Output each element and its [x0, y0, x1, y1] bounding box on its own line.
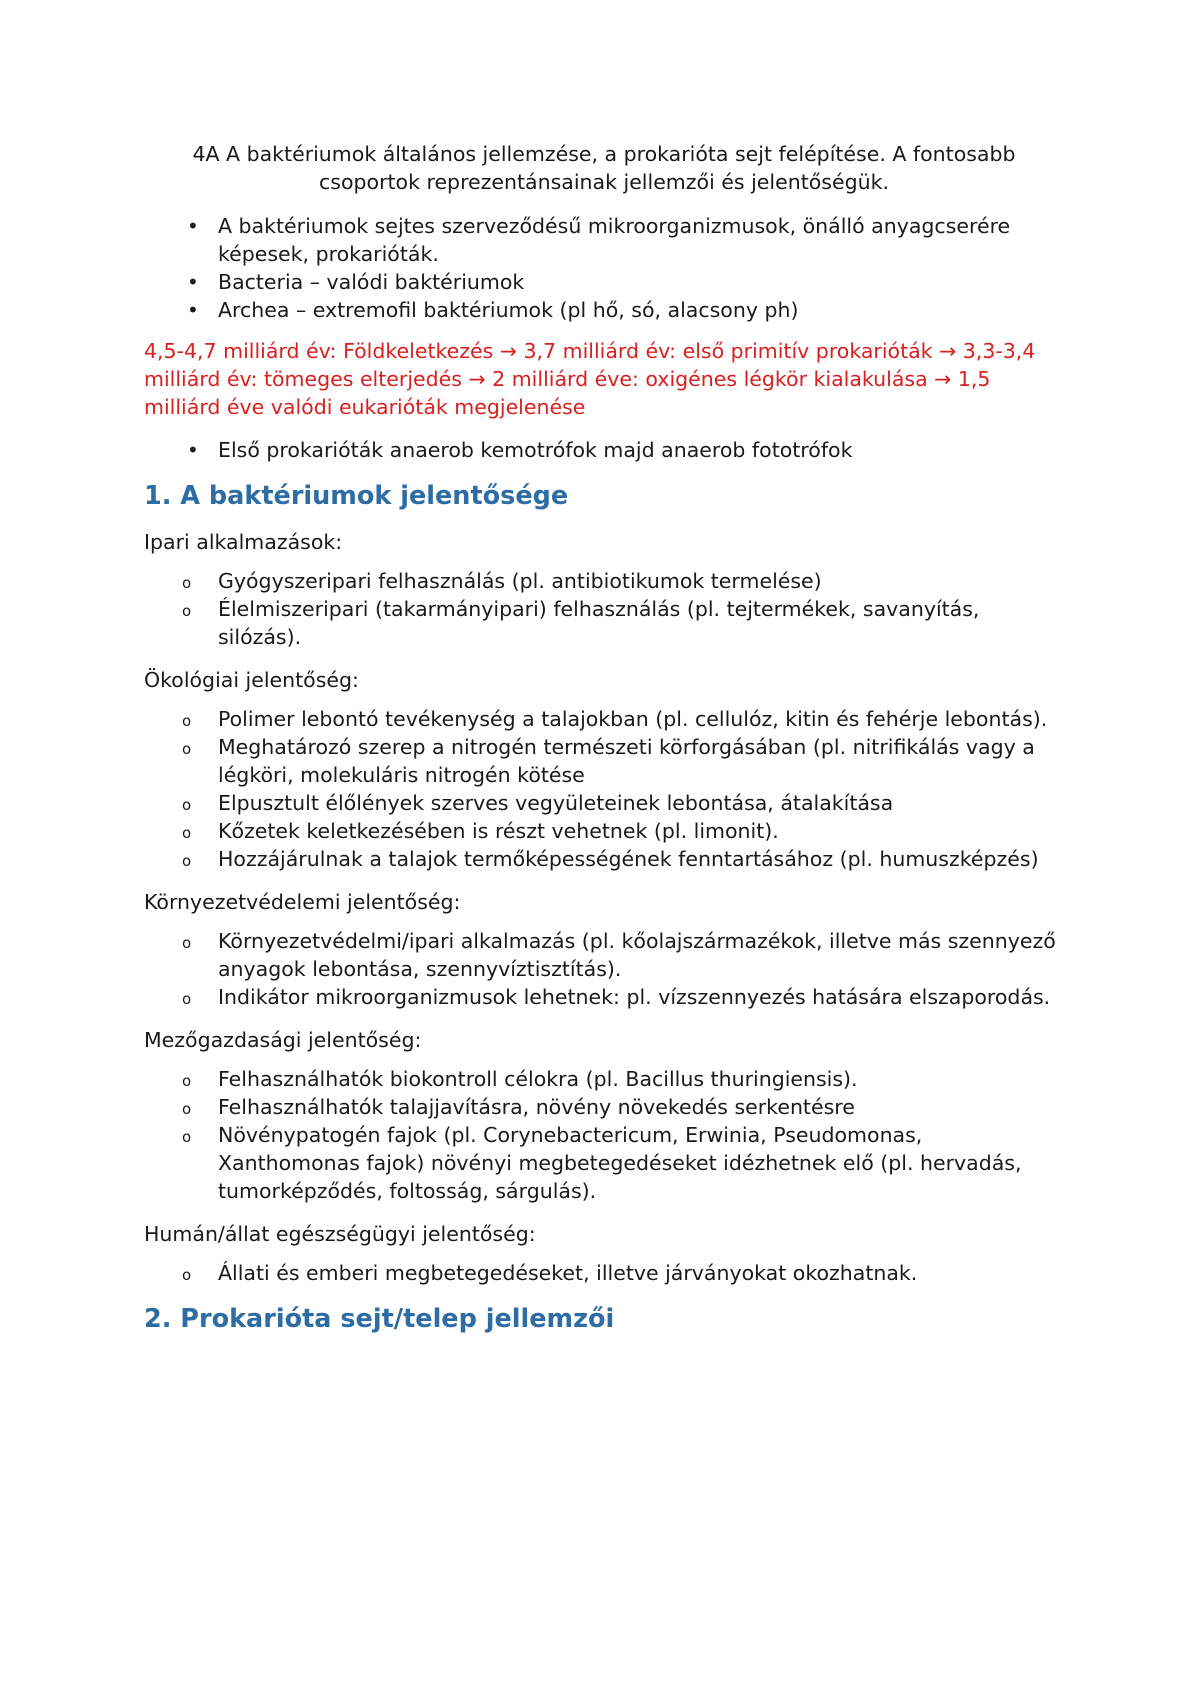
- list-item: o Növénypatogén fajok (pl. Corynebactericum, Erwinia, Pseudomonas, Xanthomonas fajok) növényi megbetegedéseket idézhetnek elő (pl. hervadás, tumorképződés, foltosság, sárgulás).: [144, 1121, 1064, 1205]
- list-item: o Indikátor mikroorganizmusok lehetnek: pl. vízszennyezés hatására elszaporodás.: [144, 983, 1064, 1011]
- list-item: o Kőzetek keletkezésében is részt vehetnek (pl. limonit).: [144, 817, 1064, 845]
- ecological-list: [144, 705, 1064, 873]
- section-heading-2: 2. Prokarióta sejt/telep jellemzői: [144, 1304, 615, 1334]
- industrial-list: [144, 567, 1064, 651]
- list-item: o Környezetvédelmi/ipari alkalmazás (pl. kőolajszármazékok, illetve más szennyező anyagok lebontása, szennyvíztisztítás).: [144, 927, 1064, 983]
- list-item: • Első prokarióták anaerob kemotrófok majd anaerob fototrófok: [144, 436, 1064, 464]
- page-title: 4A A baktériumok általános jellemzése, a prokarióta sejt felépítése. A fontosabb csoportok reprezentánsainak jellemzői és jelentőségük.: [192, 142, 1016, 194]
- list-item: • Archea – extremofil baktériumok (pl hő, só, alacsony ph): [144, 296, 1064, 324]
- health-list: [144, 1259, 1064, 1287]
- health-label: Humán/állat egészségügyi jelentőség:: [144, 1222, 536, 1246]
- ecological-label: Ökológiai jelentőség:: [144, 668, 359, 692]
- list-item: o Élelmiszeripari (takarmányipari) felhasználás (pl. tejtermékek, savanyítás, silózás).: [144, 595, 1064, 651]
- agricultural-list: [144, 1065, 1064, 1205]
- list-item: o Felhasználhatók biokontroll célokra (pl. Bacillus thuringiensis).: [144, 1065, 1064, 1093]
- prokaryote-bullet-list: [144, 436, 1064, 464]
- list-item: • Bacteria – valódi baktériumok: [144, 268, 1064, 296]
- timeline-paragraph: 4,5-4,7 milliárd év: Földkeletkezés → 3,7 milliárd év: első primitív prokarióták → 3,3-3,4 milliárd év: tömeges elterjedés → 2 milliárd éve: oxigénes légkör kialakulása → 1,5 milliárd éve valódi eukarióták megjelenése: [144, 339, 1036, 419]
- list-item: • A baktériumok sejtes szerveződésű mikroorganizmusok, önálló anyagcserére képesek, prokarióták.: [144, 212, 1064, 268]
- list-item: o Hozzájárulnak a talajok termőképességének fenntartásához (pl. humuszképzés): [144, 845, 1064, 873]
- list-item: o Polimer lebontó tevékenység a talajokban (pl. cellulóz, kitin és fehérje lebontás).: [144, 705, 1064, 733]
- list-item: o Gyógyszeripari felhasználás (pl. antibiotikumok termelése): [144, 567, 1064, 595]
- document-content: [144, 140, 1064, 1351]
- list-item: o Felhasználhatók talajjavításra, növény növekedés serkentésre: [144, 1093, 1064, 1121]
- environmental-label: Környezetvédelemi jelentőség:: [144, 890, 461, 914]
- intro-bullet-list: [144, 212, 1064, 324]
- industrial-label: Ipari alkalmazások:: [144, 530, 343, 554]
- list-item: o Meghatározó szerep a nitrogén természeti körforgásában (pl. nitrifikálás vagy a légköri, molekuláris nitrogén kötése: [144, 733, 1064, 789]
- list-item: o Elpusztult élőlények szerves vegyületeinek lebontása, átalakítása: [144, 789, 1064, 817]
- section-heading-1: 1. A baktériumok jelentősége: [144, 481, 569, 511]
- environmental-list: [144, 927, 1064, 1011]
- list-item: o Állati és emberi megbetegedéseket, illetve járványokat okozhatnak.: [144, 1259, 1064, 1287]
- agricultural-label: Mezőgazdasági jelentőség:: [144, 1028, 422, 1052]
